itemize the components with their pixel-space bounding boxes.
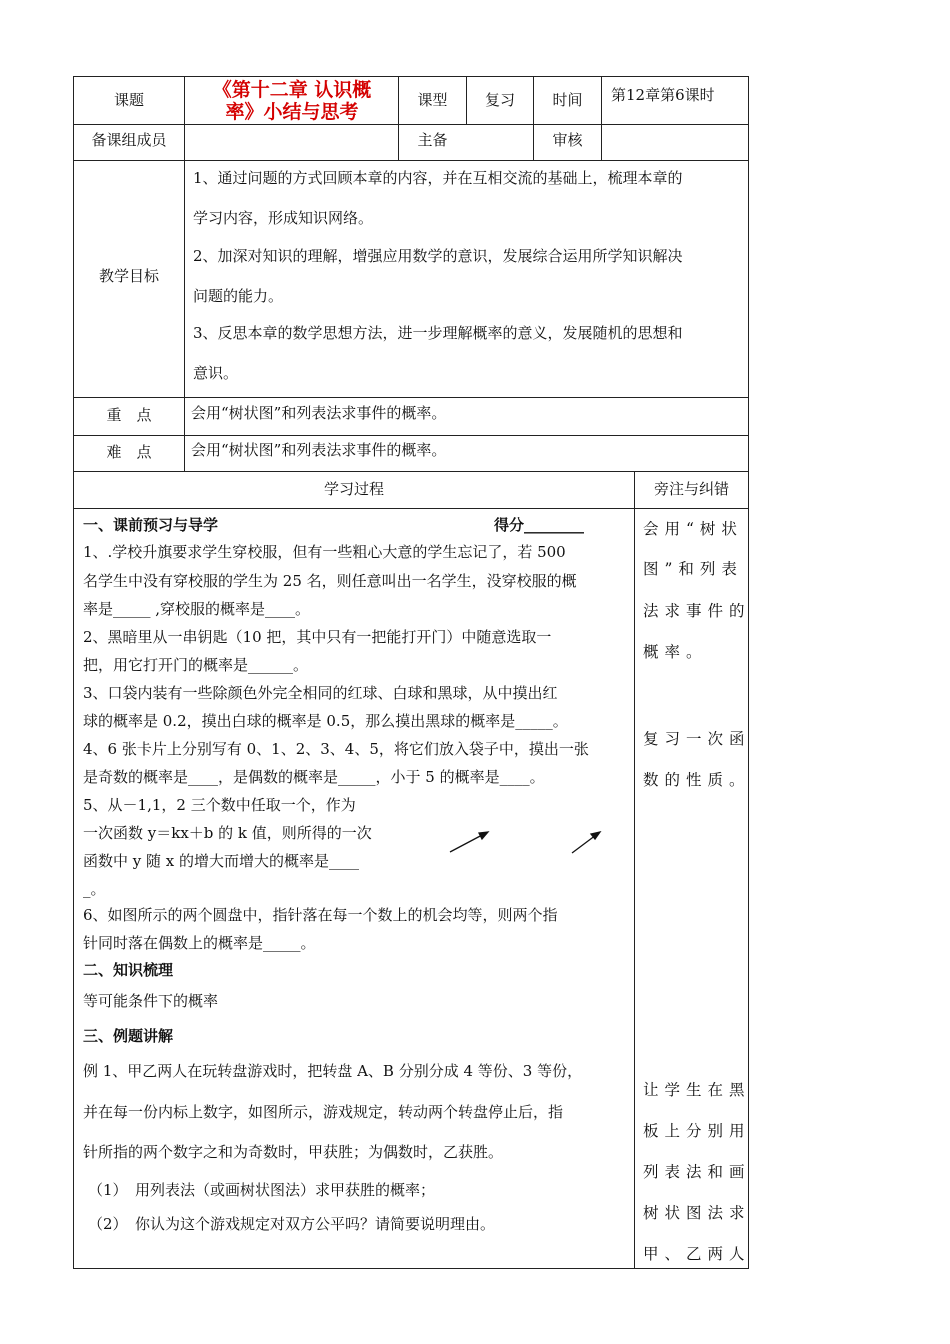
- exercise-line: 一次函数 y＝kx＋b 的 k 值，则所得的一次: [83, 824, 372, 842]
- example-line: 例 1、甲乙两人在玩转盘游戏时，把转盘 A、B 分别分成 4 等份、3 等份，: [83, 1062, 583, 1080]
- section1-title: 一、课前预习与导学: [83, 516, 219, 534]
- page-title-line1: 《第十二章 认识概: [212, 79, 372, 101]
- row-divider: [73, 397, 749, 398]
- exercise-line: 5、从－1,1，2 三个数中任取一个，作为: [83, 796, 356, 814]
- label-topic: 课题: [113, 91, 144, 109]
- row-divider: [73, 508, 749, 509]
- label-review: 审核: [552, 131, 583, 149]
- exercise-line: 名学生中没有穿校服的学生为 25 名，则任意叫出一名学生，没穿校服的概: [83, 572, 577, 590]
- page-title: [186, 79, 398, 123]
- side-note-line: 复习一次函: [643, 730, 751, 748]
- pointer-arrow-left: [450, 832, 488, 852]
- label-difficulty: 难 点: [106, 443, 152, 461]
- exercise-line: 函数中 y 随 x 的增大而增大的概率是____: [83, 852, 360, 870]
- score-label: 得分________: [494, 516, 585, 534]
- difficulty-text: 会用“树状图”和列表法求事件的概率。: [191, 441, 447, 459]
- side-note-line: 数的性质。: [643, 771, 751, 789]
- objective-line: 意识。: [193, 364, 239, 382]
- label-objectives: 教学目标: [98, 267, 159, 285]
- objective-line: 1、通过问题的方式回顾本章的内容，并在互相交流的基础上，梳理本章的: [193, 169, 683, 187]
- side-note-line: 树状图法求: [643, 1204, 751, 1222]
- exercise-line: 3、口袋内装有一些除颜色外完全相同的红球、白球和黑球，从中摸出红: [83, 684, 558, 702]
- row-divider: [73, 160, 749, 161]
- label-key-point: 重 点: [106, 406, 152, 424]
- table-border-left: [73, 76, 74, 1269]
- exercise-line: 把，用它打开门的概率是______。: [83, 656, 309, 674]
- objective-line: 3、反思本章的数学思想方法，进一步理解概率的意义，发展随机的思想和: [193, 324, 683, 342]
- section3-title: 三、例题讲解: [83, 1027, 174, 1045]
- example-line: 并在每一份内标上数字，如图所示，游戏规定，转动两个转盘停止后，指: [83, 1103, 564, 1121]
- row-divider: [73, 124, 749, 125]
- notes-header: 旁注与纠错: [653, 480, 729, 498]
- exercise-line: 率是_____ ,穿校服的概率是____。: [83, 600, 311, 618]
- label-type: 课型: [417, 91, 448, 109]
- time-value: 第12章第6课时: [611, 86, 715, 104]
- label-lead: 主备: [417, 131, 448, 149]
- example-line: （1） 用列表法（或画树状图法）求甲获胜的概率；: [88, 1181, 436, 1199]
- objective-line: 学习内容，形成知识网络。: [193, 209, 374, 227]
- col-divider: [184, 76, 185, 471]
- side-note-line: 法求事件的: [643, 602, 751, 620]
- objective-line: 2、加深对知识的理解，增强应用数学的意识，发展综合运用所学知识解决: [193, 247, 683, 265]
- key-point-text: 会用“树状图”和列表法求事件的概率。: [191, 404, 447, 422]
- side-note-line: 甲、乙两人: [643, 1245, 751, 1263]
- exercise-line: _。: [83, 880, 106, 898]
- spinner-pointer-arrows: [440, 822, 610, 862]
- col-divider: [601, 76, 602, 160]
- side-note-line: 列表法和画: [643, 1163, 751, 1181]
- pointer-arrow-right: [572, 832, 600, 853]
- exercise-line: 是奇数的概率是____，是偶数的概率是_____，小于 5 的概率是____。: [83, 768, 545, 786]
- side-note-line: 概率。: [643, 643, 708, 661]
- exercise-line: 1、.学校升旗要求学生穿校服，但有一些粗心大意的学生忘记了，若 500: [83, 543, 566, 561]
- objective-line: 问题的能力。: [193, 287, 284, 305]
- example-line: 针所指的两个数字之和为奇数时，甲获胜；为偶数时，乙获胜。: [83, 1143, 504, 1161]
- section2-title: 二、知识梳理: [83, 961, 174, 979]
- section2-text: 等可能条件下的概率: [83, 992, 219, 1010]
- exercise-line: 针同时落在偶数上的概率是_____。: [83, 934, 316, 952]
- col-divider-process: [634, 471, 635, 1269]
- side-note-line: 会用“树状: [643, 520, 743, 538]
- side-note-line: 图”和列表: [643, 560, 743, 578]
- process-header: 学习过程: [323, 480, 384, 498]
- label-time: 时间: [552, 91, 583, 109]
- type-value: 复习: [484, 91, 515, 109]
- page-title-line2: 率》小结与思考: [225, 101, 359, 123]
- side-note-line: 板上分别用: [643, 1122, 751, 1140]
- table-border-top: [73, 76, 749, 77]
- exercise-line: 2、黑暗里从一串钥匙（10 把，其中只有一把能打开门）中随意选取一: [83, 628, 552, 646]
- row-divider: [73, 435, 749, 436]
- exercise-line: 6、如图所示的两个圆盘中，指针落在每一个数上的机会均等，则两个指: [83, 906, 558, 924]
- exercise-line: 球的概率是 0.2，摸出白球的概率是 0.5，那么摸出黑球的概率是_____。: [83, 712, 568, 730]
- example-line: （2） 你认为这个游戏规定对双方公平吗？请简要说明理由。: [88, 1215, 496, 1233]
- side-note-line: 让学生在黑: [643, 1081, 751, 1099]
- exercise-line: 4、6 张卡片上分别写有 0、1、2、3、4、5，将它们放入袋子中，摸出一张: [83, 740, 589, 758]
- table-border-bottom: [73, 1268, 749, 1269]
- label-members: 备课组成员: [91, 131, 167, 149]
- row-divider: [73, 471, 749, 472]
